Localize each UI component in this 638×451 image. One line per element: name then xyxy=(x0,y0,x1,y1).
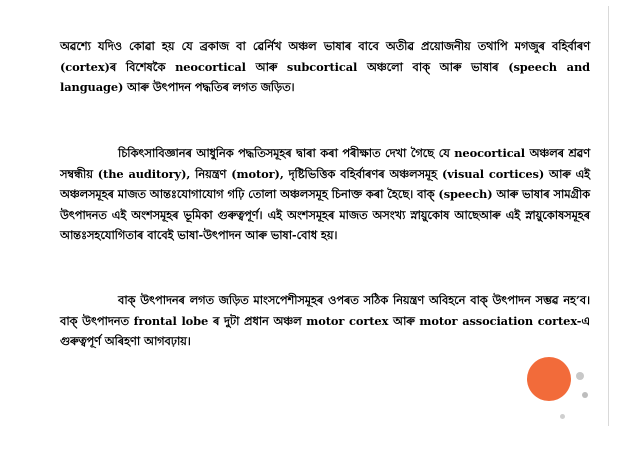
paragraph-2: চিকিৎসাবিজ্ঞানৰ আধুনিক পদ্ধতিসমূহৰ দ্বাৰা কৰা পৰীক্ষাত দেখা গৈছে যে neocortical অঞ্চলৰ শ্ৰৱণ সম্বন্ধীয় (the auditory), নিয়ন্ত্ৰণ (motor), দৃষ্টিভিত্তিক বহিৰ্বাৰণৰ অঞ্চলসমূহ (visual cortices) আৰু এই অঞ্চলসমূহৰ মাজত আন্তঃযোগাযোগ গঢ়ি তোলা অঞ্চলসমূহ চিনাক্ত কৰা হৈছে। বাক্ (speech) আৰু ভাষাৰ সামগ্ৰীক উৎপাদনত এই অংশসমূহৰ ভূমিকা গুৰুত্বপূৰ্ণ। এই অংশসমূহৰ মাজত অসংখ্য স্নায়ুকোষ আছেআৰু এই স্নায়ুকোষসমূহৰ আন্তঃসহযোগিতাৰ বাবেই ভাষা-উৎপাদন আৰু ভাষা-বোধ হয়। xyxy=(60,146,590,242)
paragraph-3: বাক্ উৎপাদনৰ লগত জড়িত মাংসপেশীসমূহৰ ওপৰত সঠিক নিয়ন্ত্ৰণ অবিহনে বাক্ উৎপাদন সম্ভৱ নহ’ব। বাক্ উৎপাদনত frontal lobe ৰ দুটা প্ৰধান অঞ্চল motor cortex আৰু motor association cortex-এ গুৰুত্বপূৰ্ণ অৰিহণা আগবঢ়ায়। xyxy=(60,293,590,348)
gray-dot-decoration xyxy=(560,414,565,419)
slide-border-line xyxy=(608,6,609,426)
gray-dot-decoration xyxy=(582,392,588,398)
orange-circle-decoration xyxy=(527,357,571,401)
paragraph-1: অৱশ্যে যদিও কোৱা হয় যে ব্ৰকাজ বা ৱেৰ্নিখ অঞ্চল ভাষাৰ বাবে অতীৱ প্ৰয়োজনীয় তথাপি মগজুৰ বহিৰ্বাৰণ (cortex)ৰ বিশেষকৈ neocortical আৰু subcortical অঞ্চলো বাক্ আৰু ভাষাৰ (speech and language) আৰু উৎপাদন পদ্ধতিৰ লগত জড়িত। xyxy=(60,39,590,94)
gray-dot-decoration xyxy=(576,372,584,380)
